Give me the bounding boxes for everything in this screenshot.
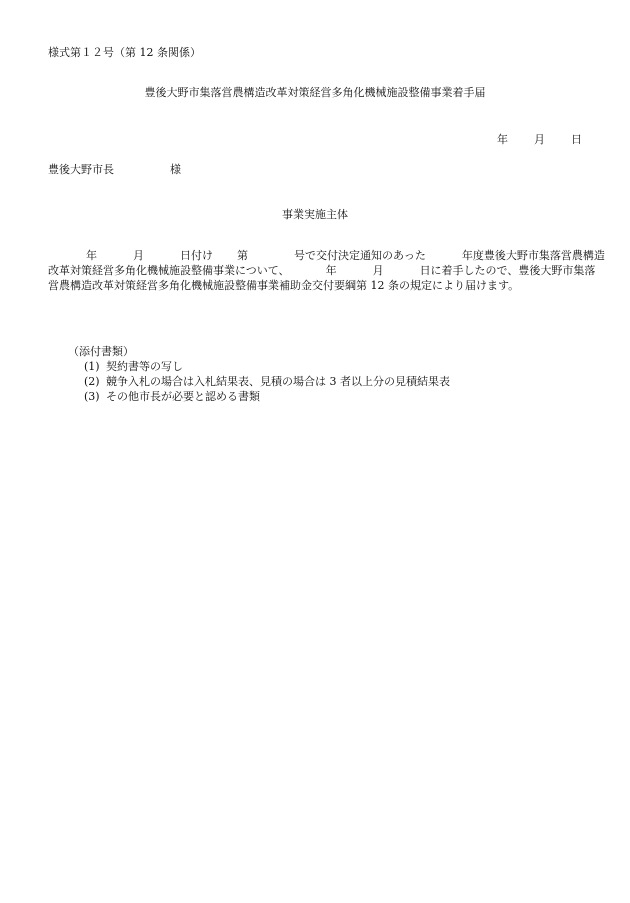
body-line-2	[48, 264, 596, 279]
body-text	[48, 249, 605, 294]
attachments-section	[68, 345, 450, 405]
attachment-item: (1) 契約書等の写し	[84, 360, 183, 373]
date-year-label: 年	[497, 133, 508, 146]
addressee	[48, 163, 181, 178]
body-dated: 日付け	[180, 249, 213, 262]
attachment-item: (3) その他市長が必要と認める書類	[84, 390, 260, 403]
body-year: 年	[86, 249, 97, 262]
addressee-honorific: 様	[170, 163, 181, 176]
body-month: 月	[133, 249, 144, 262]
body-line2-rest: 日に着手したので、豊後大野市集落	[419, 264, 596, 277]
body-fiscal: 年度豊後大野市集落営農構造	[461, 249, 605, 262]
attachments-list	[68, 360, 450, 405]
attachment-item: (2) 競争入札の場合は入札結果表、見積の場合は 3 者以上分の見積結果表	[84, 375, 450, 388]
body-line-1	[48, 249, 605, 264]
body-line2-start: 改革対策経営多角化機械施設整備事業について、	[48, 264, 290, 277]
date-line	[497, 133, 582, 148]
date-month-label: 月	[534, 133, 545, 146]
form-number: 様式第１２号（第 12 条関係）	[48, 46, 201, 59]
attachments-heading: （添付書類）	[68, 345, 134, 358]
body-line2-month: 月	[372, 264, 384, 277]
date-day-label: 日	[571, 133, 582, 146]
body-dai: 第	[237, 249, 248, 262]
body-line-3: 営農構造改革対策経営多角化機械施設整備事業補助金交付要綱第 12 条の規定により届けます。	[48, 279, 520, 292]
body-notice: 号で交付決定通知のあった	[294, 249, 426, 262]
document-title: 豊後大野市集落営農構造改革対策経営多角化機械施設整備事業着手届	[144, 86, 486, 99]
applicant-label: 事業実施主体	[282, 208, 348, 221]
body-line2-year: 年	[325, 264, 337, 277]
addressee-name: 豊後大野市長	[48, 163, 114, 176]
